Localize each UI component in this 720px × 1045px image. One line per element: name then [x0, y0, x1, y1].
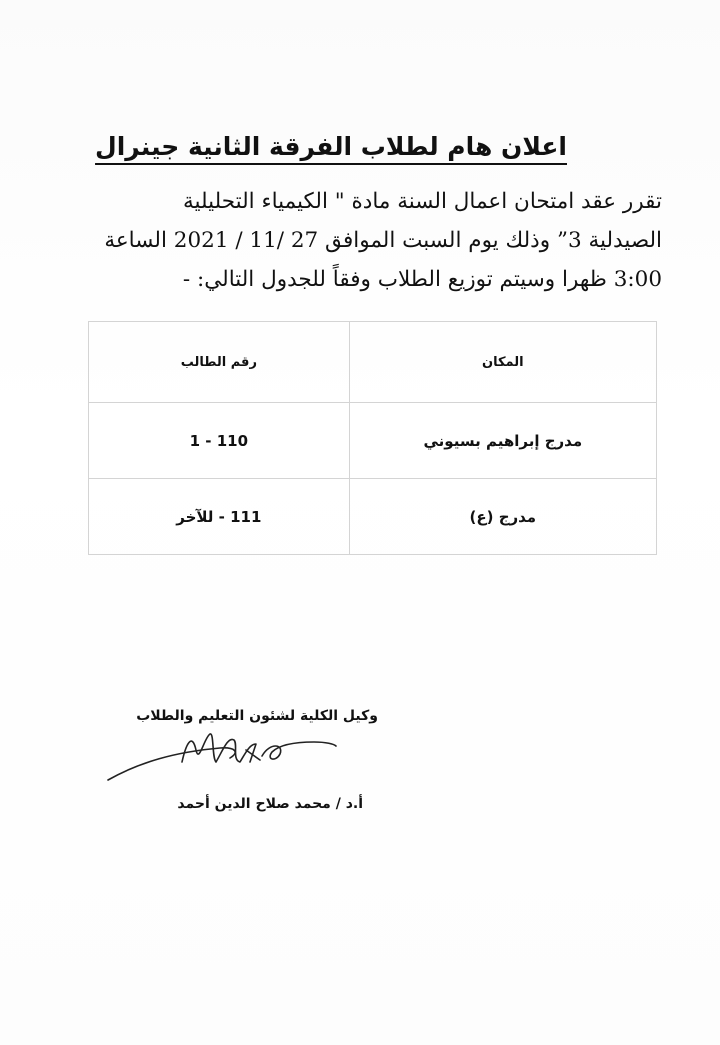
row-2-place: مدرج (ع) — [349, 479, 656, 555]
row-2-student-number: 111 - للآخر — [89, 479, 350, 555]
signatory-name: أ.د / محمد صلاح الدين أحمد — [177, 796, 363, 812]
announcement-line-3: 3:00 ظهرا وسيتم توزيع الطلاب وفقاً للجدول التالي: - — [182, 267, 662, 292]
announcement-line-1: تقرر عقد امتحان اعمال السنة مادة " الكيمياء التحليلية — [183, 189, 662, 214]
distribution-table — [88, 321, 657, 555]
table-row — [89, 403, 657, 479]
row-1-student-number: 1 - 110 — [89, 403, 350, 479]
announcement-title: اعلان هام لطلاب الفرقة الثانية جينرال — [95, 132, 567, 161]
table-header-row — [89, 322, 657, 403]
announcement-line-2: الصيدلية 3” وذلك يوم السبت الموافق 27 /11 / 2021 الساعة — [104, 228, 662, 253]
handwritten-signature — [100, 722, 360, 794]
header-place: المكان — [349, 322, 656, 403]
row-1-place: مدرج إبراهيم بسيوني — [349, 403, 656, 479]
signatory-title: وكيل الكلية لشئون التعليم والطلاب — [136, 708, 378, 724]
header-student-number: رقم الطالب — [89, 322, 350, 403]
table-row — [89, 479, 657, 555]
announcement-body — [72, 182, 662, 299]
